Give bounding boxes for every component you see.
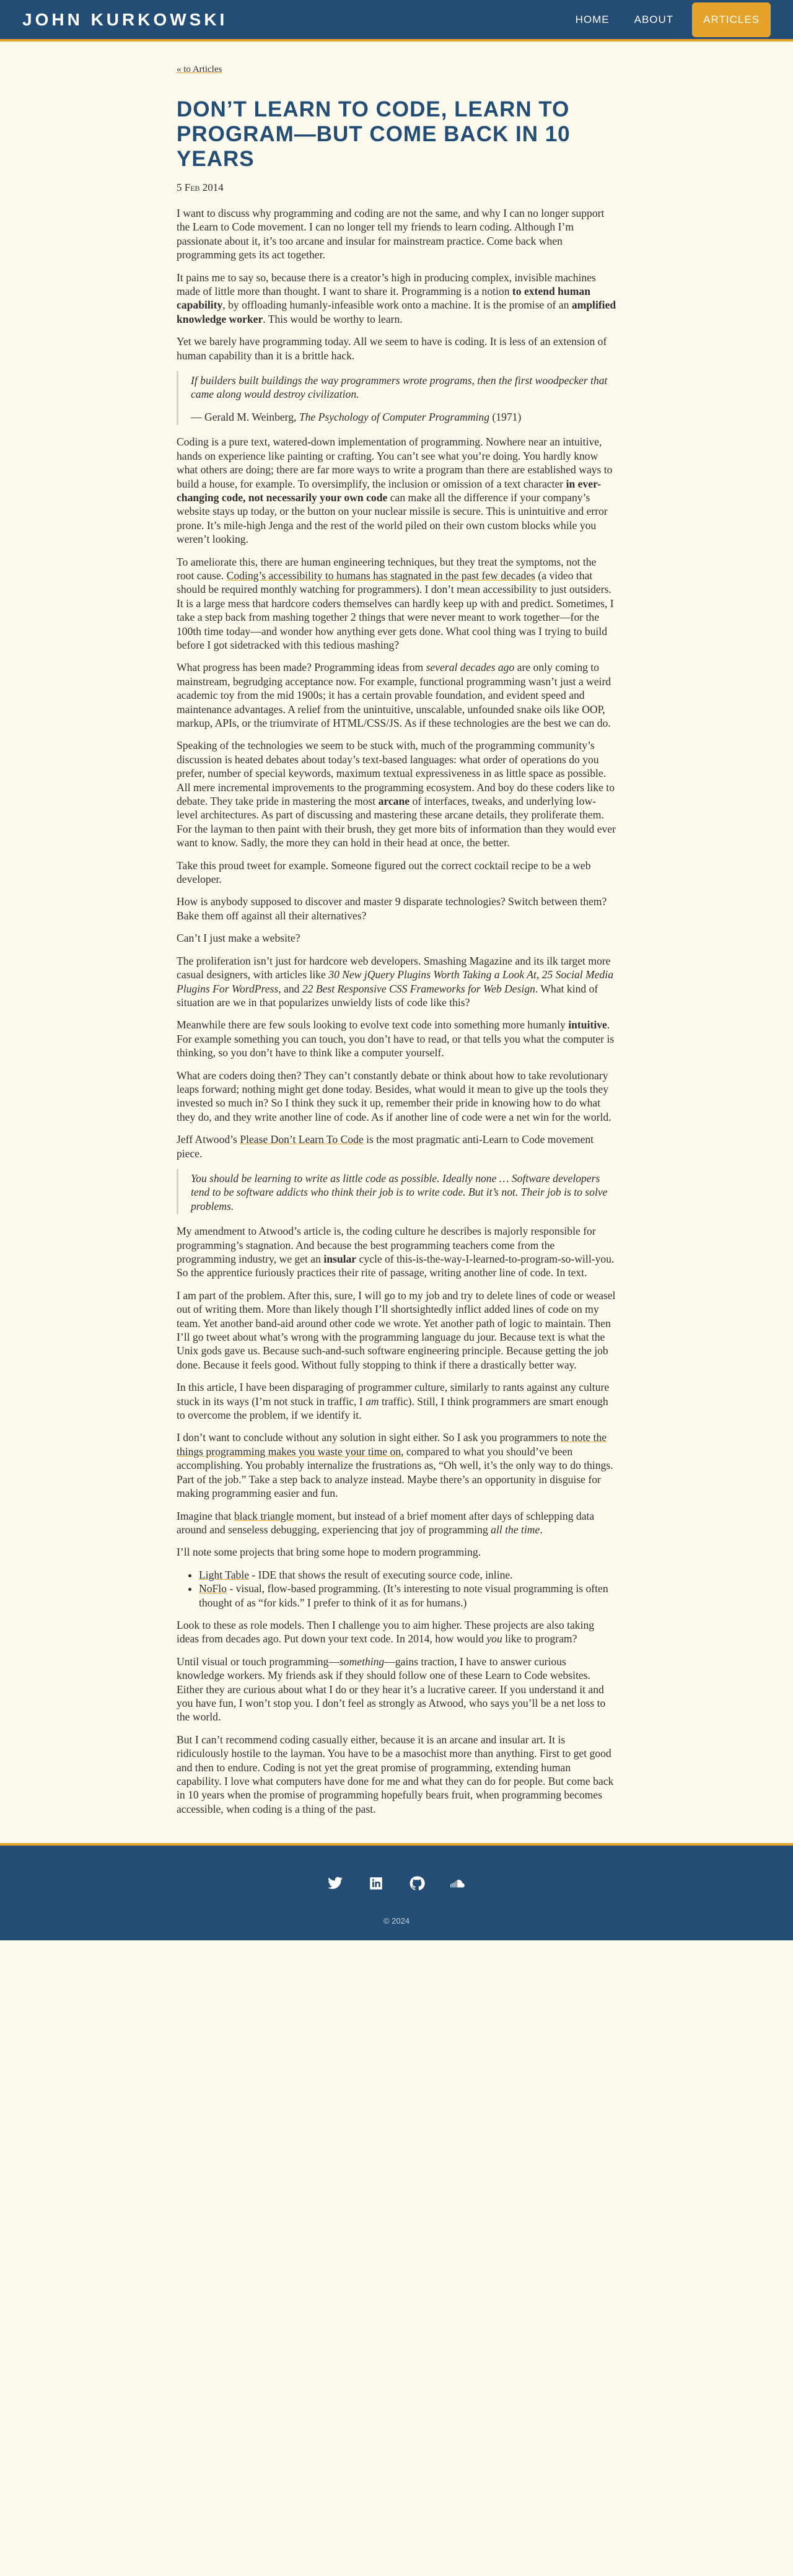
paragraph: To ameliorate this, there are human engineering techniques, but they treat the symptoms, not the root cause. Coding’s accessibility to humans has stagnated in the past few decades (a video that should be required monthly watching for programmers). I don’t mean accessibility to just outsiders. It is a large mess that hardcore coders themselves can hardly keep up with and predict. Sometimes, I take a step back from mashing together 2 things that were never meant to work together—for the 100th time today—and wonder how anything ever gets done. What cool thing was I trying to build before I got sidetracked with this tedious mashing? <box>177 555 614 651</box>
post-date-month: Feb <box>184 182 200 193</box>
paragraph: How is anybody supposed to discover and master 9 disparate technologies? Switch between them? Bake them off against all their alternatives? <box>177 895 607 922</box>
article-body <box>177 206 616 1816</box>
paragraph: Jeff Atwood’s Please Don’t Learn To Code is the most pragmatic anti-Learn to Code movement piece. <box>177 1133 594 1160</box>
site-header <box>0 0 793 42</box>
link-waste-your-time[interactable]: to note the things programming makes you waste your time on <box>177 1431 607 1458</box>
paragraph: It pains me to say so, because there is a creator’s high in producing complex, invisible machines made of little more than thought. I want to share it. Programming is a notion to extend human capability, by offloading humanly-infeasible work onto a machine. It is the promise of an amplified knowledge worker. This would be worthy to learn. <box>177 271 616 325</box>
paragraph: I want to discuss why programming and coding are not the same, and why I can no longer support the Learn to Code movement. I can no longer tell my friends to learn coding. Although I’m passionate about it, it’s too arcane and insular for mainstream practice. Come back when programming gets its act together. <box>177 207 605 261</box>
quote-citation: — Gerald M. Weinberg, The Psychology of Computer Programming (1971) <box>191 410 522 423</box>
link-noflo[interactable]: NoFlo <box>199 1582 227 1595</box>
link-please-dont-learn-to-code[interactable]: Please Don’t Learn To Code <box>240 1133 364 1146</box>
back-to-articles-link[interactable]: « to Articles <box>177 64 222 74</box>
quote-text: If builders built buildings the way programmers wrote programs, then the first woodpecker that came along would destroy civilization. <box>191 374 608 401</box>
link-codings-accessibility[interactable]: Coding’s accessibility to humans has stagnated in the past few decades <box>226 569 535 582</box>
post-date <box>177 182 616 194</box>
paragraph: Can’t I just make a website? <box>177 932 300 945</box>
quote-text: You should be learning to write as little code as possible. Ideally none … Software developers tend to be software addicts who think their job is to write code. But it’s not. Their job is to solve problems. <box>191 1172 608 1212</box>
link-light-table[interactable]: Light Table <box>199 1568 250 1581</box>
nav-home[interactable]: HOME <box>575 13 610 25</box>
main-nav <box>551 2 771 37</box>
paragraph: Meanwhile there are few souls looking to evolve text code into something more humanly intuitive. For example something you can touch, you don’t have to read, or that tells you what the computer is thinking, so you don’t have to think like a computer yourself. <box>177 1019 615 1059</box>
paragraph: Until visual or touch programming—something—gains traction, I have to answer curious knowledge workers. My friends ask if they should follow one of these Learn to Code websites. Either they are curious about what I do or they hear it’s a lucrative career. If you understand it and you have fun, I won’t stop you. I don’t feel as strongly as Atwood, who says you’ll be a net loss to the world. <box>177 1655 606 1724</box>
list-item: • Light Table - IDE that shows the result of executing source code, inline. <box>199 1568 616 1582</box>
paragraph: But I can’t recommend coding casually either, because it is an arcane and insular art. It is ridiculously hostile to the layman. You have to be a masochist more than anything. First to get good and then to endure. Coding is not yet the great promise of programming, extending human capability. I love what computers have done for me and what they can do for people. But come back in 10 years when the promise of programming hopefully bears fruit, when programming becomes accessible, when coding is a thing of the past. <box>177 1733 614 1815</box>
blockquote-atwood <box>177 1169 616 1214</box>
article <box>177 42 616 1843</box>
project-list <box>177 1568 616 1610</box>
paragraph: In this article, I have been disparaging of programmer culture, similarly to rants against any culture stuck in its ways (I’m not stuck in traffic, I am traffic). Still, I think programmers are smart enough to overcome the problem, if we identify it. <box>177 1381 610 1422</box>
link-black-triangle[interactable]: black triangle <box>234 1509 294 1522</box>
paragraph: I don’t want to conclude without any solution in sight either. So I ask you programmers to note the things programming makes you waste your time on, compared to what you should’ve been accomplishing. You probably internalize the frustrations as, “Oh well, it’s the only way to do things. Part of the job.” Take a step back to analyze instead. Maybe there’s an opportunity in disguise for making programming easier and fun. <box>177 1431 613 1500</box>
nav-about[interactable]: ABOUT <box>634 13 674 25</box>
paragraph: What progress has been made? Programming ideas from several decades ago are only coming to mainstream, begrudging acceptance now. For example, functional programming wasn’t just a weird academic toy from the mid 1900s; it has a certain provable foundation, and evident speed and maintenance advantages. A relief from the unintuitive, unscalable, unfounded snake oils like OOP, markup, APIs, or the triumvirate of HTML/CSS/JS. As if these technologies are the best we can do. <box>177 661 611 729</box>
paragraph: Speaking of the technologies we seem to be stuck with, much of the programming community’s discussion is heated debates about today’s text-based languages: what order of operations do you prefer, number of special keywords, maximum textual expressiveness in as little space as possible. All mere incremental improvements to the programming ecosystem. And boy do these coders like to debate. They take pride in mastering the most arcane of interfaces, tweaks, and underlying low-level architectures. As part of discussing and mastering these arcane details, they proliferate them. For the layman to then paint with their brush, they get more bits of information than they would ever want to know. Sadly, the more they can hold in their head at once, the better. <box>177 739 616 849</box>
github-icon[interactable] <box>409 1875 425 1891</box>
copyright: © 2024 <box>383 1916 410 1926</box>
site-brand-link[interactable]: JOHN KURKOWSKI <box>22 9 228 29</box>
paragraph: The proliferation isn’t just for hardcore web developers. Smashing Magazine and its ilk target more casual designers, with articles like 30 New jQuery Plugins Worth Taking a Look At, 25 Social Media Plugins For WordPress, and 22 Best Responsive CSS Frameworks for Web Design. What kind of situation are we in that popularizes unwieldy lists of code like this? <box>177 954 613 1009</box>
twitter-icon[interactable] <box>327 1875 343 1891</box>
nav-articles[interactable]: ARTICLES <box>692 2 771 37</box>
paragraph: Take this proud tweet for example. Someone figured out the correct cocktail recipe to be a web developer. <box>177 859 591 886</box>
paragraph: Look to these as role models. Then I challenge you to aim higher. These projects are also taking ideas from decades ago. Put down your text code. In 2014, how would you like to program? <box>177 1618 595 1645</box>
page-title: DON’T LEARN TO CODE, LEARN TO PROGRAM—BUT COME BACK IN 10 YEARS <box>177 97 571 171</box>
blockquote-weinberg <box>177 371 616 425</box>
paragraph: I’ll note some projects that bring some hope to modern programming. <box>177 1546 481 1559</box>
paragraph: What are coders doing then? They can’t constantly debate or think about how to take revolutionary leaps forward; nothing might get done today. Besides, what would it mean to give up the tools they invested so much in? So I think they suck it up, remember their pride in knowing how to do what they do, and they write another line of code. As if another line of code were a net win for the world. <box>177 1069 611 1123</box>
site-footer <box>0 1843 793 1940</box>
paragraph: I am part of the problem. After this, sure, I will go to my job and try to delete lines of code or weasel out of writing them. More than likely though I’ll shortsightedly inflict added lines of code on my team. Yet another band-aid around other code we wrote. Yet another path of logic to maintain. Then I’ll go tweet about what’s wrong with the programming language du jour. Because text is what the Unix gods gave us. Because such-and-such software engineering principle. Because getting the job done. Because it feels good. Without fully stopping to think if there a drastically better way. <box>177 1289 616 1371</box>
paragraph: Yet we barely have programming today. All we seem to have is coding. It is less of an extension of human capability than it is a brittle hack. <box>177 335 607 362</box>
soundcloud-icon[interactable] <box>450 1875 466 1891</box>
paragraph: Imagine that black triangle moment, but instead of a brief moment after days of schlepping data around and senseless debugging, experiencing that joy of programming all the time. <box>177 1509 595 1536</box>
linkedin-icon[interactable] <box>368 1875 384 1891</box>
post-date-day: 5 <box>177 182 182 193</box>
list-item: • NoFlo - visual, flow-based programming. (It’s interesting to note visual programming is often thought of as “for kids.” I prefer to think of it as for humans.) <box>199 1582 616 1610</box>
social-links <box>0 1875 793 1891</box>
post-date-year: 2014 <box>202 182 224 193</box>
paragraph: Coding is a pure text, watered-down implementation of programming. Nowhere near an intuitive, hands on experience like painting or crafting. You can’t see what you’re doing. You hardly know what others are doing; there are far more ways to write a program than there are established ways to build a house, for example. To oversimplify, the inclusion or omission of a text character in ever-changing code, not necessarily your own code can make all the difference if your company’s website stays up today, or the button on your nuclear missile is secure. This is unintuitive and error prone. It’s mile-high Jenga and the rest of the world piled on their own custom blocks while you weren’t looking. <box>177 436 613 546</box>
paragraph: My amendment to Atwood’s article is, the coding culture he describes is majorly responsible for programming’s stagnation. And because the best programming teachers come from the programming industry, we get an insular cycle of this-is-the-way-I-learned-to-program-so-will-you. So the apprentice furiously practices their rite of passage, writing another line of code. In text. <box>177 1225 615 1279</box>
